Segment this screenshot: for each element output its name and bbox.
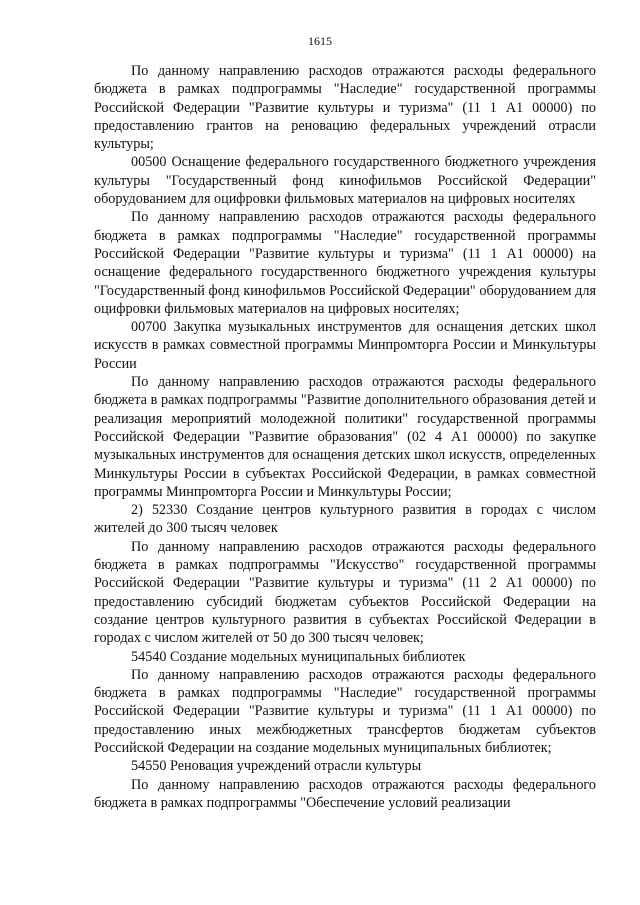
paragraph: По данному направлению расходов отражаются расходы федерального бюджета в рамках подпрограммы "Обеспечение условий реализации — [94, 776, 596, 811]
paragraph: По данному направлению расходов отражаются расходы федерального бюджета в рамках подпрограммы "Развитие дополнительного образования детей и реализация мероприятий молодежной политики" государственной программы Российской Федерации "Развитие образования" (02 4 А1 00000) по закупке музыкальных инструментов для оснащения детских школ искусств, определенных Минкультуры России в субъектах Российской Федерации, в рамках совместной программы Минпромторга России и Минкультуры России; — [94, 374, 596, 500]
section-heading: 2) 52330 Создание центров культурного развития в городах с числом жителей до 300 тысяч человек — [94, 502, 596, 537]
section-heading: 54550 Реновация учреждений отрасли культуры — [131, 758, 422, 775]
document-body — [94, 62, 596, 812]
page-number: 1615 — [308, 34, 332, 48]
paragraph: По данному направлению расходов отражаются расходы федерального бюджета в рамках подпрограммы "Наследие" государственной программы Российской Федерации "Развитие культуры и туризма" (11 1 А1 00000) по предоставлению грантов на реновацию федеральных учреждений отрасли культуры; — [94, 63, 596, 153]
paragraph: По данному направлению расходов отражаются расходы федерального бюджета в рамках подпрограммы "Наследие" государственной программы Российской Федерации "Развитие культуры и туризма" (11 1 А1 00000) по предоставлению иных межбюджетных трансфертов бюджетам субъектов Российской Федерации на создание модельных муниципальных библиотек; — [94, 666, 596, 756]
paragraph: По данному направлению расходов отражаются расходы федерального бюджета в рамках подпрограммы "Наследие" государственной программы Российской Федерации "Развитие культуры и туризма" (11 1 А1 00000) на оснащение федерального государственного бюджетного учреждения культуры "Государственный фонд кинофильмов Российской Федерации" оборудованием для оцифровки фильмовых материалов на цифровых носителях; — [94, 209, 596, 317]
section-heading: 00700 Закупка музыкальных инструментов для оснащения детских школ искусств в рамках совместной программы Минпромторга России и Минкультуры России — [94, 319, 596, 372]
paragraph: По данному направлению расходов отражаются расходы федерального бюджета в рамках подпрограммы "Искусство" государственной программы Российской Федерации "Развитие культуры и туризма" (11 2 А1 00000) по предоставлению субсидий бюджетам субъектов Российской Федерации на создание центров культурного развития в субъектах Российской Федерации в городах с числом жителей от 50 до 300 тысяч человек; — [94, 538, 596, 647]
section-heading: 00500 Оснащение федерального государственного бюджетного учреждения культуры "Государственный фонд кинофильмов Российской Федерации" оборудованием для оцифровки фильмовых материалов на цифровых носителях — [94, 154, 596, 208]
section-heading: 54540 Создание модельных муниципальных библиотек — [131, 648, 466, 665]
